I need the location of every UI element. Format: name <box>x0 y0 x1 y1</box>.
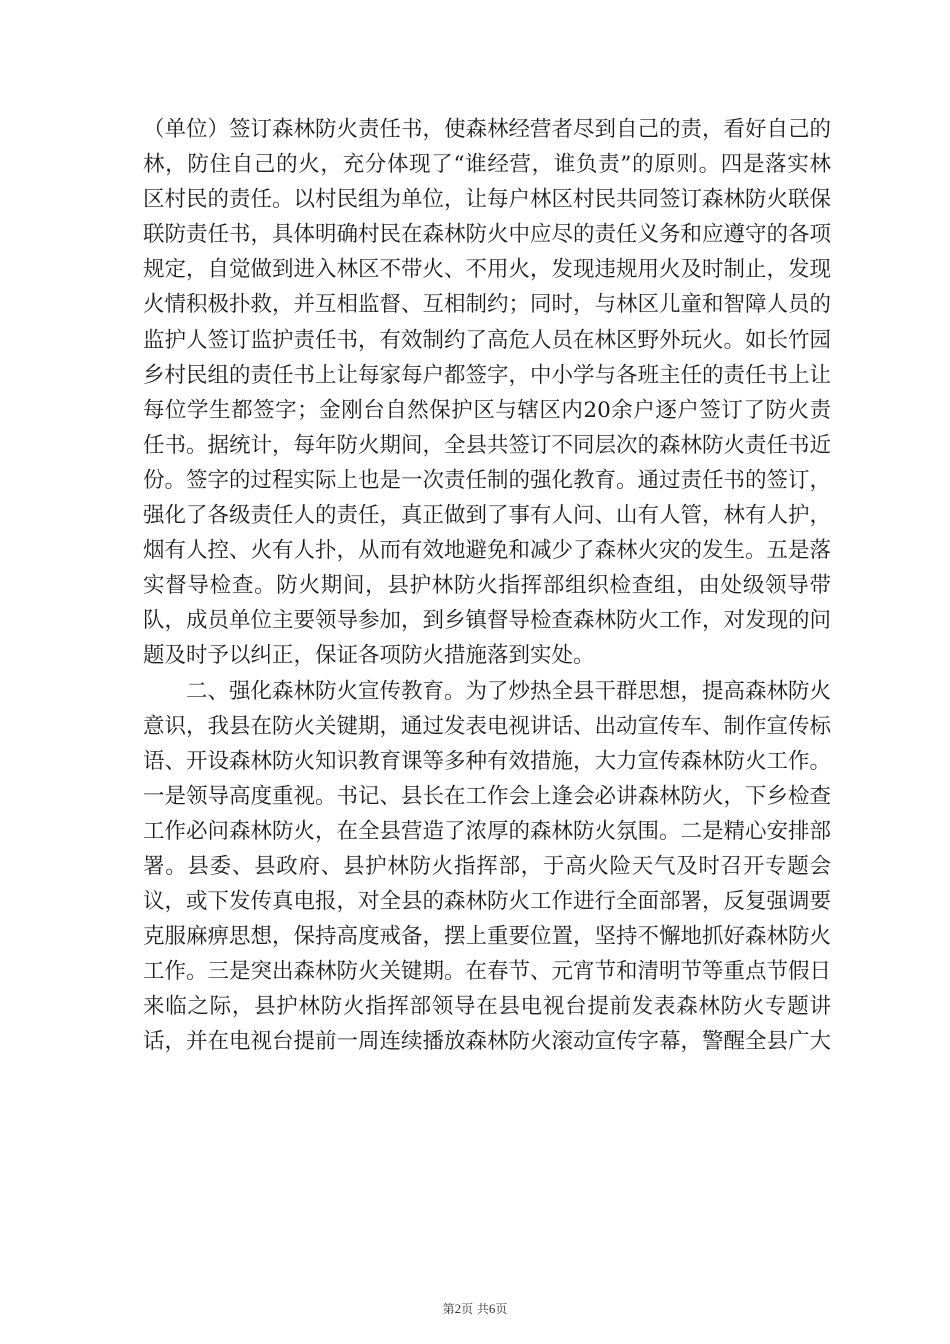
footer-middle: 页 共 <box>461 1302 489 1316</box>
footer-current-page: 2 <box>454 1301 462 1316</box>
paragraph-continuation: （单位）签订森林防火责任书，使森林经营者尽到自己的责，看好自己的林，防住自己的火，充分体现了“谁经营，谁负责”的原则。四是落实林区村民的责任。以村民组为单位，让每户林区村民共同签订森林防火联保联防责任书，具体明确村民在森林防火中应尽的责任义务和应遵守的各项规定，自觉做到进入林区不带火、不用火，发现违规用火及时制止，发现火情积极扑救，并互相监督、互相制约；同时，与林区儿童和智障人员的监护人签订监护责任书，有效制约了高危人员在林区野外玩火。如长竹园乡村民组的责任书上让每家每户都签字，中小学与各班主任的责任书上让每位学生都签字；金刚台自然保护区与辖区内20余户逐户签订了防火责任书。据统计，每年防火期间，全县共签订不同层次的森林防火责任书近份。签字的过程实际上也是一次责任制的强化教育。通过责任书的签订，强化了各级责任人的责任，真正做到了事有人问、山有人管，林有人护，烟有人控、火有人扑，从而有效地避免和减少了森林火灾的发生。五是落实督导检查。防火期间，县护林防火指挥部组织检查组，由处级领导带队，成员单位主要领导参加，到乡镇督导检查森林防火工作，对发现的问题及时予以纠正，保证各项防火措施落到实处。 <box>143 117 832 669</box>
paragraph-section-two: 二、强化森林防火宣传教育。为了炒热全县干群思想，提高森林防火意识，我县在防火关键期，通过发表电视讲话、出动宣传车、制作宣传标语、开设森林防火知识教育课等多种有效措施，大力宣传森林防火工作。一是领导高度重视。书记、县长在工作会上逢会必讲森林防火，下乡检查工作必问森林防火，在全县营造了浓厚的森林防火氛围。二是精心安排部署。县委、县政府、县护林防火指挥部，于高火险天气及时召开专题会议，或下发传真电报，对全县的森林防火工作进行全面部署，反复强调要克服麻痹思想，保持高度戒备，摆上重要位置，坚持不懈地抓好森林防火工作。三是突出森林防火关键期。在春节、元宵节和清明节等重点节假日来临之际，县护林防火指挥部领导在县电视台提前发表森林防火专题讲话，并在电视台提前一周连续播放森林防火滚动宣传字幕，警醒全县广大 <box>143 678 832 1055</box>
document-body <box>143 112 831 1060</box>
footer-total-pages: 6 <box>488 1301 496 1316</box>
footer-prefix: 第 <box>442 1302 455 1316</box>
footer-suffix: 页 <box>495 1302 508 1316</box>
page-footer <box>0 1300 950 1317</box>
